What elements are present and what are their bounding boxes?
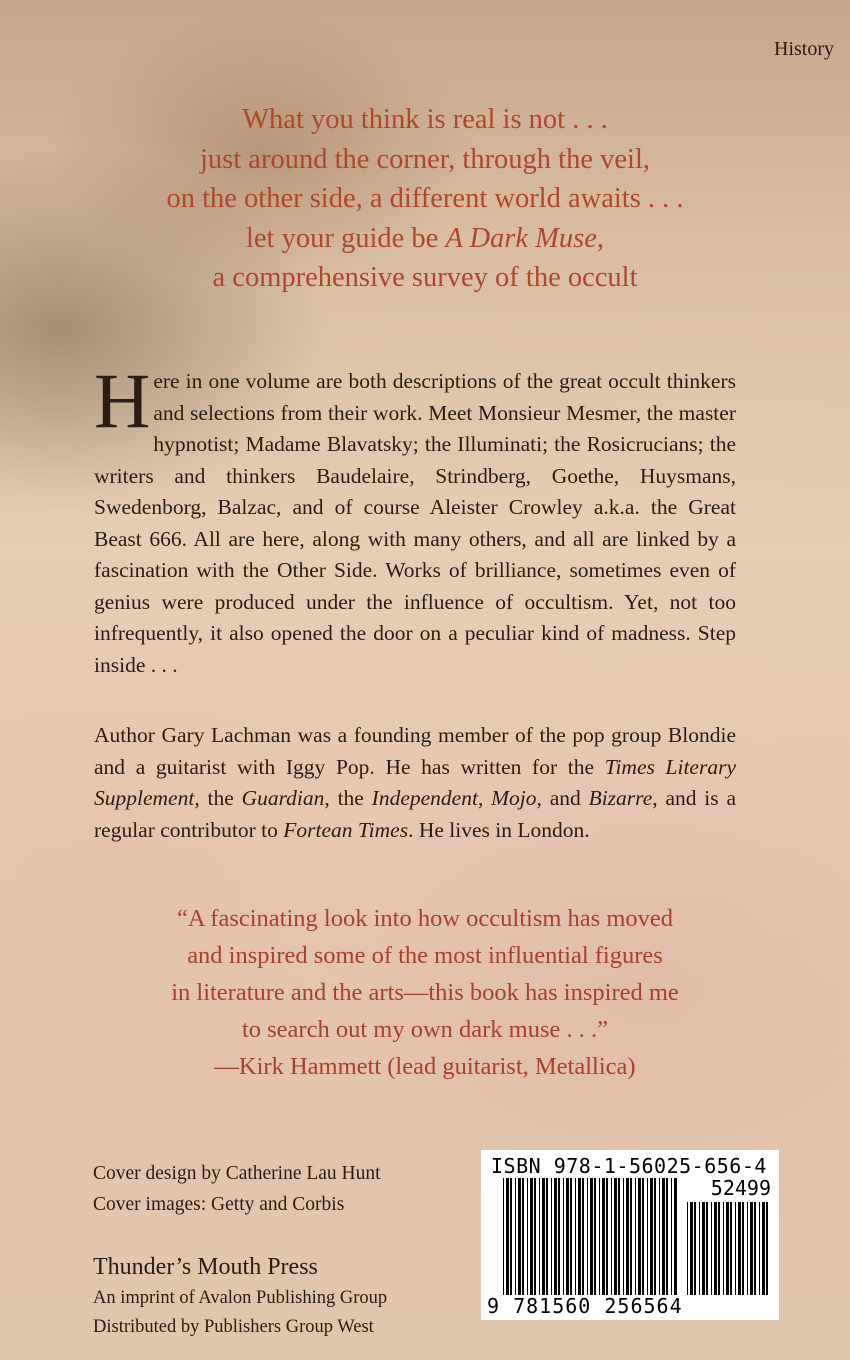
author-bio-paragraph xyxy=(94,720,736,846)
cover-design-credit: Cover design by Catherine Lau Hunt xyxy=(93,1163,381,1184)
quote-line: “A fascinating look into how occultism has moved xyxy=(176,905,674,932)
publication-name: Fortean Times xyxy=(283,817,409,842)
description-text: ere in one volume are both descriptions of the great occult thinkers and selections from their work. Meet Monsieur Mesmer, the master hypnotist; Madame Blavatsky; the Illuminati; the Rosicrucians; the writers and thinkers Baudelaire, Strindberg, Goethe, Huysmans, Swedenborg, Balzac, and of course Aleister Crowley a.k.a. the Great Beast 666. All are here, along with many others, and all are linked by a fascination with the Other Side. Works of brilliance, sometimes even of genius were produced under the influence of occultism. Yet, not too infrequently, it also opened the door on a peculiar kind of madness. Step inside . . . xyxy=(94,369,736,677)
drop-cap: H xyxy=(94,357,151,444)
book-title: A Dark Muse xyxy=(445,222,597,254)
tagline-line: on the other side, a different world awaits . . . xyxy=(166,183,684,214)
tagline-line: just around the corner, through the veil, xyxy=(200,143,650,175)
tagline-line xyxy=(0,219,850,259)
publisher-imprint: An imprint of Avalon Publishing Group xyxy=(93,1288,388,1308)
publisher-distributor: Distributed by Publishers Group West xyxy=(93,1317,374,1337)
category-label: History xyxy=(774,38,834,60)
tagline-text: let your guide be xyxy=(245,222,446,254)
quote-line: in literature and the arts—this book has inspired me xyxy=(171,979,679,1006)
cover-credits xyxy=(93,1158,381,1220)
publication-name: Mojo xyxy=(491,786,537,810)
publication-name: Times Literary Supplement xyxy=(94,754,736,810)
quote-line: and inspired some of the most influential figures xyxy=(187,942,663,969)
bio-text: , the xyxy=(324,786,372,810)
quote-attribution: —Kirk Hammett (lead guitarist, Metallica) xyxy=(214,1053,636,1080)
endorsement-quote xyxy=(0,900,850,1085)
cover-images-credit: Cover images: Getty and Corbis xyxy=(93,1194,345,1215)
bio-text: , the xyxy=(194,786,242,810)
barcode-box xyxy=(481,1150,779,1320)
quote-line: to search out my own dark muse . . .” xyxy=(241,1016,609,1043)
bio-text: , and is a regular contributor to xyxy=(94,786,736,842)
publisher-name: Thunder’s Mouth Press xyxy=(93,1254,318,1280)
tagline-line: What you think is real is not . . . xyxy=(242,104,608,135)
bio-text: . He lives in London. xyxy=(408,817,590,842)
isbn-number: ISBN 978-1-56025-656-4 xyxy=(491,1154,767,1178)
price-code: 52499 xyxy=(710,1176,771,1200)
bio-text: , xyxy=(477,786,492,810)
description-paragraph xyxy=(94,357,736,681)
tagline xyxy=(0,100,850,298)
publisher-block xyxy=(93,1250,387,1342)
bio-text: , and xyxy=(536,786,589,810)
tagline-text: , xyxy=(596,222,605,254)
ean-number: 9 781560 256564 xyxy=(487,1294,683,1318)
tagline-line: a comprehensive survey of the occult xyxy=(212,262,638,293)
bio-text: Author Gary Lachman was a founding member of the pop group Blondie and a guitarist with Iggy Pop. He has written for the xyxy=(94,723,736,779)
publication-name: Independent xyxy=(371,786,478,810)
publication-name: Guardian xyxy=(241,786,325,810)
publication-name: Bizarre xyxy=(588,786,653,810)
